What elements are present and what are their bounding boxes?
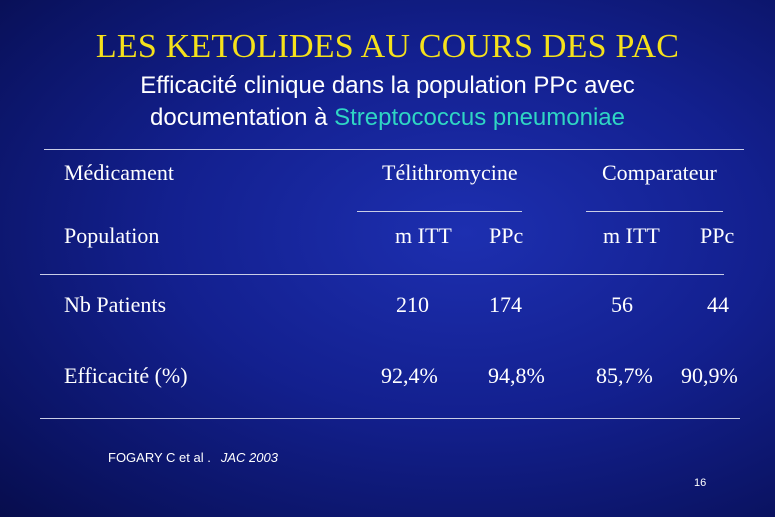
- header-medicament: Médicament: [64, 160, 174, 185]
- reference-authors: FOGARY C et al .: [108, 450, 211, 465]
- table-top-rule: [44, 149, 744, 150]
- population-b-mitt: m ITT: [603, 223, 660, 248]
- slide-subtitle-line1: Efficacité clinique dans la population PPc avec: [140, 72, 635, 99]
- population-label: Population: [64, 223, 160, 248]
- population-a-mitt: m ITT: [395, 223, 452, 248]
- table-bottom-rule: [40, 418, 740, 419]
- table-cell-b-mitt: 85,7%: [596, 363, 653, 388]
- reference-journal: JAC 2003: [220, 450, 278, 465]
- organism-name: Streptococcus pneumoniae: [334, 104, 625, 131]
- slide-title: LES KETOLIDES AU COURS DES PAC: [95, 28, 680, 65]
- reference-citation: [108, 450, 278, 465]
- subtitle-prefix: documentation à: [150, 104, 335, 131]
- table-cell-b-ppc: 90,9%: [681, 363, 738, 388]
- population-a-ppc: PPc: [489, 223, 524, 248]
- header-comparateur: Comparateur: [602, 160, 717, 185]
- table-cell-b-ppc: 44: [707, 292, 729, 317]
- table-cell-a-ppc: 174: [489, 292, 522, 317]
- telithromycine-underline: [357, 211, 522, 212]
- table-cell-a-mitt: 210: [396, 292, 429, 317]
- slide-subtitle-line2: [0, 104, 775, 132]
- comparateur-underline: [586, 211, 723, 212]
- table-row-label: Efficacité (%): [64, 363, 188, 388]
- table-cell-b-mitt: 56: [611, 292, 633, 317]
- table-row-label: Nb Patients: [64, 292, 167, 317]
- page-number: 16: [694, 477, 707, 489]
- table-cell-a-ppc: 94,8%: [488, 363, 545, 388]
- population-b-ppc: PPc: [700, 223, 735, 248]
- header-telithromycine: Télithromycine: [382, 160, 518, 185]
- table-middle-rule: [40, 274, 724, 275]
- table-cell-a-mitt: 92,4%: [381, 363, 438, 388]
